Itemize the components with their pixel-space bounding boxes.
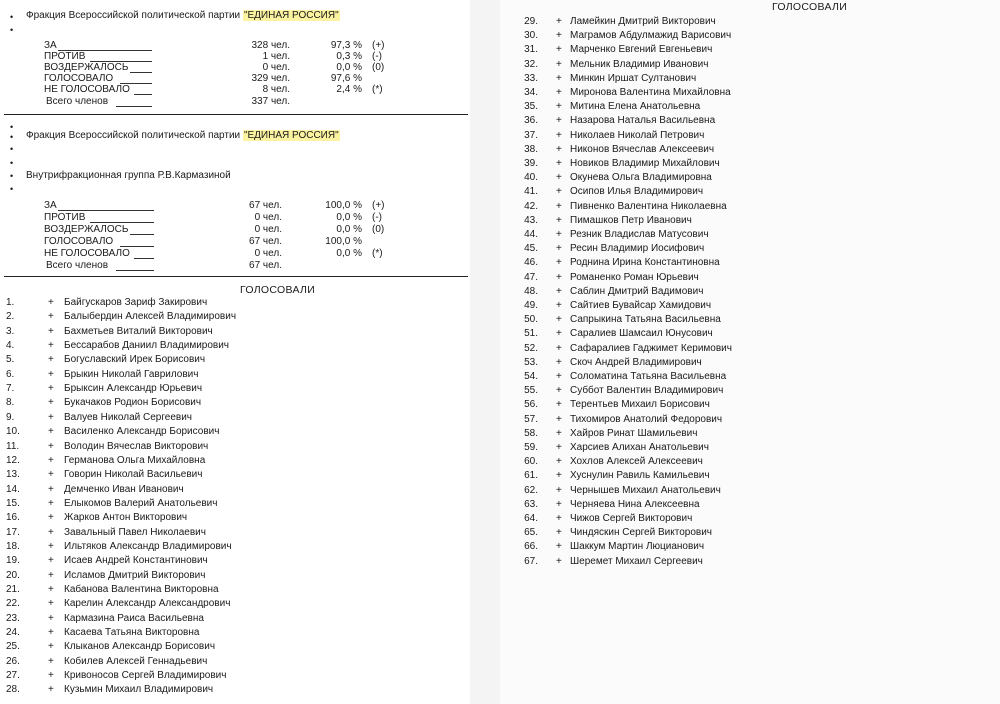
vote-plus-sign: + bbox=[556, 271, 562, 283]
vote-plus-sign: + bbox=[556, 229, 562, 240]
vote-plus-sign: + bbox=[48, 612, 54, 624]
voter-name: Саблин Дмитрий Вадимович bbox=[570, 285, 704, 297]
vote-plus-sign: + bbox=[556, 413, 562, 425]
faction-title-1 bbox=[26, 10, 340, 22]
voter-number: 47. bbox=[524, 271, 538, 283]
stat-label: ВОЗДЕРЖАЛОСЬ bbox=[44, 62, 129, 73]
voter-number: 43. bbox=[524, 214, 538, 226]
stat-percent: 100,0 % bbox=[325, 236, 362, 247]
vote-plus-sign: + bbox=[556, 186, 562, 198]
stat-mark: (+) bbox=[372, 40, 385, 51]
voter-name: Ламейкин Дмитрий Викторович bbox=[570, 16, 716, 27]
voter-name: Ильтяков Александр Владимирович bbox=[64, 540, 232, 552]
voter-number: 12. bbox=[6, 454, 20, 466]
voter-number: 20. bbox=[6, 569, 20, 581]
vote-plus-sign: + bbox=[48, 383, 54, 395]
vote-plus-sign: + bbox=[48, 454, 54, 466]
voter-number: 29. bbox=[524, 16, 538, 27]
voter-number: 46. bbox=[524, 257, 538, 269]
stat-percent: 0,0 % bbox=[336, 212, 362, 223]
stat-percent: 0,3 % bbox=[336, 51, 362, 62]
vote-plus-sign: + bbox=[556, 243, 562, 255]
voter-number: 30. bbox=[524, 30, 538, 42]
voter-number: 42. bbox=[524, 200, 538, 212]
vote-plus-sign: + bbox=[556, 44, 562, 56]
voter-number: 15. bbox=[6, 497, 20, 509]
voter-name: Харсиев Алихан Анатольевич bbox=[570, 442, 709, 453]
voter-name: Маграмов Абдулмажид Варисович bbox=[570, 30, 732, 42]
voter-name: Клыканов Александр Борисович bbox=[64, 641, 216, 653]
voter-number: 53. bbox=[524, 356, 538, 368]
voter-number: 54. bbox=[524, 371, 538, 382]
vote-plus-sign: + bbox=[556, 143, 562, 155]
stat-label: ВОЗДЕРЖАЛОСЬ bbox=[44, 224, 129, 235]
voter-name: Чижов Сергей Викторович bbox=[570, 513, 693, 524]
voter-name: Сапрыкина Татьяна Васильевна bbox=[570, 314, 721, 326]
vote-plus-sign: + bbox=[48, 584, 54, 595]
voter-number: 26. bbox=[6, 655, 20, 667]
voter-name: Назарова Наталья Васильевна bbox=[570, 115, 716, 127]
voter-number: 35. bbox=[524, 101, 538, 113]
voter-number: 62. bbox=[524, 484, 538, 496]
bullet-mark: • bbox=[10, 144, 14, 154]
stat-count: 67 чел. bbox=[249, 236, 282, 247]
voter-name: Бессарабов Даниил Владимирович bbox=[64, 340, 230, 352]
stat-mark: (+) bbox=[372, 200, 385, 211]
vote-plus-sign: + bbox=[48, 641, 54, 653]
vote-plus-sign: + bbox=[556, 541, 562, 553]
vote-plus-sign: + bbox=[556, 129, 562, 141]
vote-plus-sign: + bbox=[556, 101, 562, 113]
voter-number: 9. bbox=[6, 411, 15, 423]
voter-number: 23. bbox=[6, 612, 20, 624]
stat-mark: (*) bbox=[372, 84, 383, 95]
stat-count: 337 чел. bbox=[251, 96, 290, 107]
vote-plus-sign: + bbox=[556, 257, 562, 269]
voted-heading: ГОЛОСОВАЛИ bbox=[240, 284, 316, 296]
voter-number: 57. bbox=[524, 413, 538, 425]
voter-name: Байгускаров Зариф Закирович bbox=[64, 297, 208, 308]
voter-name: Скоч Андрей Владимирович bbox=[570, 356, 702, 368]
vote-plus-sign: + bbox=[556, 427, 562, 439]
stat-label: Всего членов bbox=[46, 260, 109, 271]
stat-label: ЗА bbox=[44, 200, 57, 211]
voter-number: 19. bbox=[6, 555, 20, 567]
vote-plus-sign: + bbox=[48, 684, 54, 696]
vote-plus-sign: + bbox=[556, 470, 562, 482]
vote-plus-sign: + bbox=[556, 16, 562, 27]
voter-number: 1. bbox=[6, 297, 15, 308]
vote-plus-sign: + bbox=[556, 115, 562, 127]
right-page bbox=[500, 0, 1000, 704]
vote-plus-sign: + bbox=[556, 300, 562, 311]
voter-number: 5. bbox=[6, 354, 15, 366]
voter-number: 59. bbox=[524, 442, 538, 453]
voter-number: 10. bbox=[6, 426, 20, 438]
voter-number: 34. bbox=[524, 87, 538, 98]
stat-percent: 0,0 % bbox=[336, 248, 362, 259]
voter-name: Кобилев Алексей Геннадьевич bbox=[64, 655, 208, 667]
voter-number: 52. bbox=[524, 342, 538, 354]
voter-name: Карелин Александр Александрович bbox=[64, 598, 231, 610]
stat-mark: (*) bbox=[372, 248, 383, 259]
vote-plus-sign: + bbox=[556, 371, 562, 382]
vote-plus-sign: + bbox=[556, 527, 562, 539]
voter-number: 27. bbox=[6, 670, 20, 682]
voter-name: Чиндяскин Сергей Викторович bbox=[570, 527, 712, 539]
voter-name: Окунева Ольга Владимировна bbox=[570, 172, 712, 184]
voter-number: 50. bbox=[524, 314, 538, 326]
voter-name: Шеремет Михаил Сергеевич bbox=[570, 555, 703, 567]
vote-plus-sign: + bbox=[48, 483, 54, 495]
vote-plus-sign: + bbox=[48, 540, 54, 552]
vote-plus-sign: + bbox=[48, 426, 54, 438]
stat-underline bbox=[130, 234, 154, 235]
stat-count: 67 чел. bbox=[249, 260, 282, 271]
voter-name: Елыкомов Валерий Анатольевич bbox=[64, 497, 218, 509]
vote-plus-sign: + bbox=[48, 340, 54, 352]
vote-plus-sign: + bbox=[556, 214, 562, 226]
voter-name: Балыбердин Алексей Владимирович bbox=[64, 311, 237, 323]
voter-name: Миронова Валентина Михайловна bbox=[570, 87, 731, 98]
vote-plus-sign: + bbox=[556, 30, 562, 42]
voter-name: Исламов Дмитрий Викторович bbox=[64, 569, 206, 581]
voter-number: 37. bbox=[524, 129, 538, 141]
voter-number: 44. bbox=[524, 229, 538, 240]
stat-mark: (-) bbox=[372, 212, 382, 223]
voter-number: 56. bbox=[524, 399, 538, 411]
voter-name: Осипов Илья Владимирович bbox=[570, 186, 704, 198]
stat-count: 8 чел. bbox=[262, 84, 290, 95]
voter-name: Пимашков Петр Иванович bbox=[570, 214, 692, 226]
voter-name: Минкин Иршат Султанович bbox=[570, 72, 697, 84]
voter-number: 13. bbox=[6, 469, 20, 481]
bullet-mark: • bbox=[10, 184, 14, 194]
voter-number: 21. bbox=[6, 584, 20, 595]
voter-number: 11. bbox=[6, 440, 20, 452]
voter-name: Суббот Валентин Владимирович bbox=[570, 385, 724, 397]
faction-title-2 bbox=[26, 130, 340, 142]
faction-prefix: Фракция Всероссийской политической партии bbox=[26, 130, 241, 141]
vote-plus-sign: + bbox=[556, 498, 562, 510]
voter-number: 25. bbox=[6, 641, 20, 653]
stat-underline bbox=[116, 106, 152, 107]
stat-count: 0 чел. bbox=[254, 248, 282, 259]
voter-number: 64. bbox=[524, 513, 538, 524]
voter-name: Кабанова Валентина Викторовна bbox=[64, 584, 219, 595]
voter-number: 51. bbox=[524, 328, 538, 340]
voter-name: Митина Елена Анатольевна bbox=[570, 101, 701, 113]
stat-label: НЕ ГОЛОСОВАЛО bbox=[44, 248, 130, 259]
voter-number: 3. bbox=[6, 325, 15, 337]
stat-label: ГОЛОСОВАЛО bbox=[44, 236, 114, 247]
voter-name: Новиков Владимир Михайлович bbox=[570, 158, 720, 169]
voter-name: Тихомиров Анатолий Федорович bbox=[570, 413, 723, 425]
voter-number: 61. bbox=[524, 470, 538, 482]
divider-line bbox=[4, 114, 468, 115]
page-gutter bbox=[470, 0, 500, 704]
voter-name: Володин Вячеслав Викторович bbox=[64, 440, 209, 452]
voter-name: Сафаралиев Гаджимет Керимович bbox=[570, 342, 732, 354]
voter-name: Черняева Нина Алексеевна bbox=[570, 498, 700, 510]
stat-underline bbox=[58, 210, 154, 211]
stat-label: ПРОТИВ bbox=[44, 212, 86, 223]
voter-name: Брыкин Николай Гаврилович bbox=[64, 368, 199, 380]
vote-plus-sign: + bbox=[556, 328, 562, 340]
party-name-highlight: "ЕДИНАЯ РОССИЯ" bbox=[243, 10, 339, 21]
stat-count: 0 чел. bbox=[254, 212, 282, 223]
vote-plus-sign: + bbox=[556, 342, 562, 354]
voter-name: Демченко Иван Иванович bbox=[64, 483, 184, 495]
voter-number: 38. bbox=[524, 143, 538, 155]
stat-label: НЕ ГОЛОСОВАЛО bbox=[44, 84, 130, 95]
voter-number: 24. bbox=[6, 627, 20, 639]
voter-number: 14. bbox=[6, 483, 20, 495]
vote-plus-sign: + bbox=[48, 569, 54, 581]
stat-underline bbox=[134, 94, 152, 95]
voter-number: 33. bbox=[524, 72, 538, 84]
voter-name: Резник Владислав Матусович bbox=[570, 229, 709, 240]
vote-plus-sign: + bbox=[556, 456, 562, 468]
voter-number: 55. bbox=[524, 385, 538, 397]
stat-count: 0 чел. bbox=[254, 224, 282, 235]
voter-name: Саралиев Шамсаил Юнусович bbox=[570, 328, 713, 340]
stat-underline bbox=[134, 258, 154, 259]
vote-plus-sign: + bbox=[556, 200, 562, 212]
voter-name: Касаева Татьяна Викторовна bbox=[64, 627, 200, 639]
vote-plus-sign: + bbox=[556, 58, 562, 70]
voter-number: 39. bbox=[524, 158, 538, 169]
voter-name: Брыксин Александр Юрьевич bbox=[64, 383, 203, 395]
vote-plus-sign: + bbox=[556, 385, 562, 397]
voter-name: Кривоносов Сергей Владимирович bbox=[64, 670, 227, 682]
voter-name: Василенко Александр Борисович bbox=[64, 426, 220, 438]
voter-name: Мельник Владимир Иванович bbox=[570, 58, 709, 70]
voter-name: Пивненко Валентина Николаевна bbox=[570, 200, 727, 212]
voter-number: 67. bbox=[524, 555, 538, 567]
voter-number: 36. bbox=[524, 115, 538, 127]
vote-plus-sign: + bbox=[556, 513, 562, 524]
vote-plus-sign: + bbox=[556, 555, 562, 567]
voter-name: Терентьев Михаил Борисович bbox=[570, 399, 710, 411]
voter-number: 6. bbox=[6, 368, 15, 380]
voter-name: Никонов Вячеслав Алексеевич bbox=[570, 143, 715, 155]
vote-plus-sign: + bbox=[48, 469, 54, 481]
stat-percent: 97,3 % bbox=[330, 40, 362, 51]
vote-plus-sign: + bbox=[48, 627, 54, 639]
stat-underline bbox=[90, 222, 154, 223]
bullet-mark: • bbox=[10, 158, 14, 168]
vote-plus-sign: + bbox=[556, 87, 562, 98]
voter-number: 65. bbox=[524, 527, 538, 539]
voter-number: 17. bbox=[6, 526, 20, 538]
voter-name: Германова Ольга Михайловна bbox=[64, 454, 206, 466]
stat-label: ГОЛОСОВАЛО bbox=[44, 73, 114, 84]
vote-plus-sign: + bbox=[48, 526, 54, 538]
stat-mark: (0) bbox=[372, 224, 385, 235]
vote-plus-sign: + bbox=[48, 411, 54, 423]
vote-plus-sign: + bbox=[48, 368, 54, 380]
vote-plus-sign: + bbox=[48, 325, 54, 337]
stat-underline bbox=[120, 246, 154, 247]
faction-prefix: Фракция Всероссийской политической партии bbox=[26, 10, 241, 21]
voter-number: 22. bbox=[6, 598, 20, 610]
vote-plus-sign: + bbox=[48, 598, 54, 610]
vote-plus-sign: + bbox=[556, 314, 562, 326]
voter-number: 28. bbox=[6, 684, 20, 696]
voter-name: Соломатина Татьяна Васильевна bbox=[570, 371, 727, 382]
voter-name: Марченко Евгений Евгеньевич bbox=[570, 44, 713, 56]
stat-count: 67 чел. bbox=[249, 200, 282, 211]
voter-number: 31. bbox=[524, 44, 538, 56]
vote-plus-sign: + bbox=[556, 356, 562, 368]
vote-plus-sign: + bbox=[48, 311, 54, 323]
divider-line bbox=[4, 276, 468, 277]
voter-number: 8. bbox=[6, 397, 15, 409]
voter-name: Жарков Антон Викторович bbox=[64, 512, 188, 524]
bullet-mark: • bbox=[10, 12, 14, 22]
voter-name: Шаккум Мартин Люцианович bbox=[570, 541, 705, 553]
vote-plus-sign: + bbox=[48, 670, 54, 682]
voter-name: Хуснулин Равиль Камильевич bbox=[570, 470, 710, 482]
left-page bbox=[0, 0, 470, 704]
voter-name: Кармазина Раиса Васильевна bbox=[64, 612, 204, 624]
stat-percent: 100,0 % bbox=[325, 200, 362, 211]
bullet-mark: • bbox=[10, 122, 14, 132]
voter-number: 32. bbox=[524, 58, 538, 70]
vote-plus-sign: + bbox=[556, 442, 562, 453]
voter-name: Букачаков Родион Борисович bbox=[64, 397, 202, 409]
voter-number: 40. bbox=[524, 172, 538, 184]
voter-number: 58. bbox=[524, 427, 538, 439]
vote-plus-sign: + bbox=[48, 512, 54, 524]
bullet-mark: • bbox=[10, 132, 14, 142]
stat-label: Всего членов bbox=[46, 96, 109, 107]
stat-percent: 97,6 % bbox=[330, 73, 362, 84]
stat-underline bbox=[130, 72, 152, 73]
voter-number: 4. bbox=[6, 340, 15, 352]
voter-number: 41. bbox=[524, 186, 538, 198]
bullet-mark: • bbox=[10, 171, 14, 181]
bullet-mark: • bbox=[10, 25, 14, 35]
stat-percent: 0,0 % bbox=[336, 62, 362, 73]
stat-percent: 2,4 % bbox=[336, 84, 362, 95]
voter-name: Бахметьев Виталий Викторович bbox=[64, 325, 213, 337]
voter-name: Роднина Ирина Константиновна bbox=[570, 257, 720, 269]
voter-name: Кузьмин Михаил Владимирович bbox=[64, 684, 214, 696]
vote-plus-sign: + bbox=[48, 655, 54, 667]
voter-number: 45. bbox=[524, 243, 538, 255]
vote-plus-sign: + bbox=[48, 297, 54, 308]
vote-plus-sign: + bbox=[556, 72, 562, 84]
party-name-highlight: "ЕДИНАЯ РОССИЯ" bbox=[243, 130, 339, 141]
vote-plus-sign: + bbox=[48, 440, 54, 452]
voter-number: 2. bbox=[6, 311, 15, 323]
voter-name: Хайров Ринат Шамильевич bbox=[570, 427, 698, 439]
voter-name: Чернышев Михаил Анатольевич bbox=[570, 484, 721, 496]
vote-plus-sign: + bbox=[48, 555, 54, 567]
stat-mark: (0) bbox=[372, 62, 385, 73]
vote-plus-sign: + bbox=[48, 354, 54, 366]
voter-name: Николаев Николай Петрович bbox=[570, 129, 705, 141]
stat-count: 329 чел. bbox=[251, 73, 290, 84]
voter-number: 66. bbox=[524, 541, 538, 553]
stat-count: 328 чел. bbox=[251, 40, 290, 51]
voter-name: Сайтиев Бувайсар Хамидович bbox=[570, 300, 712, 311]
voter-number: 60. bbox=[524, 456, 538, 468]
stat-underline bbox=[116, 270, 154, 271]
voter-number: 18. bbox=[6, 540, 20, 552]
vote-plus-sign: + bbox=[48, 497, 54, 509]
voter-number: 48. bbox=[524, 285, 538, 297]
voter-name: Завальный Павел Николаевич bbox=[64, 526, 206, 538]
vote-plus-sign: + bbox=[556, 172, 562, 184]
stat-percent: 0,0 % bbox=[336, 224, 362, 235]
voter-name: Валуев Николай Сергеевич bbox=[64, 411, 193, 423]
vote-plus-sign: + bbox=[556, 484, 562, 496]
vote-plus-sign: + bbox=[556, 158, 562, 169]
voter-name: Говорин Николай Васильевич bbox=[64, 469, 203, 481]
stat-count: 1 чел. bbox=[262, 51, 290, 62]
voter-number: 7. bbox=[6, 383, 15, 395]
voter-name: Хохлов Алексей Алексеевич bbox=[570, 456, 703, 468]
voter-name: Богуславский Ирек Борисович bbox=[64, 354, 206, 366]
voter-name: Ресин Владимир Иосифович bbox=[570, 243, 705, 255]
stat-label: ЗА bbox=[44, 40, 57, 51]
voter-number: 49. bbox=[524, 300, 538, 311]
voter-number: 63. bbox=[524, 498, 538, 510]
vote-plus-sign: + bbox=[556, 399, 562, 411]
voted-heading: ГОЛОСОВАЛИ bbox=[772, 1, 848, 13]
voter-name: Исаев Андрей Константинович bbox=[64, 555, 208, 567]
voter-number: 16. bbox=[6, 512, 20, 524]
stat-count: 0 чел. bbox=[262, 62, 290, 73]
voter-name: Романенко Роман Юрьевич bbox=[570, 271, 699, 283]
vote-plus-sign: + bbox=[48, 397, 54, 409]
stat-mark: (-) bbox=[372, 51, 382, 62]
stat-label: ПРОТИВ bbox=[44, 51, 86, 62]
vote-plus-sign: + bbox=[556, 285, 562, 297]
group-title: Внутрифракционная группа Р.В.Кармазиной bbox=[26, 170, 231, 181]
